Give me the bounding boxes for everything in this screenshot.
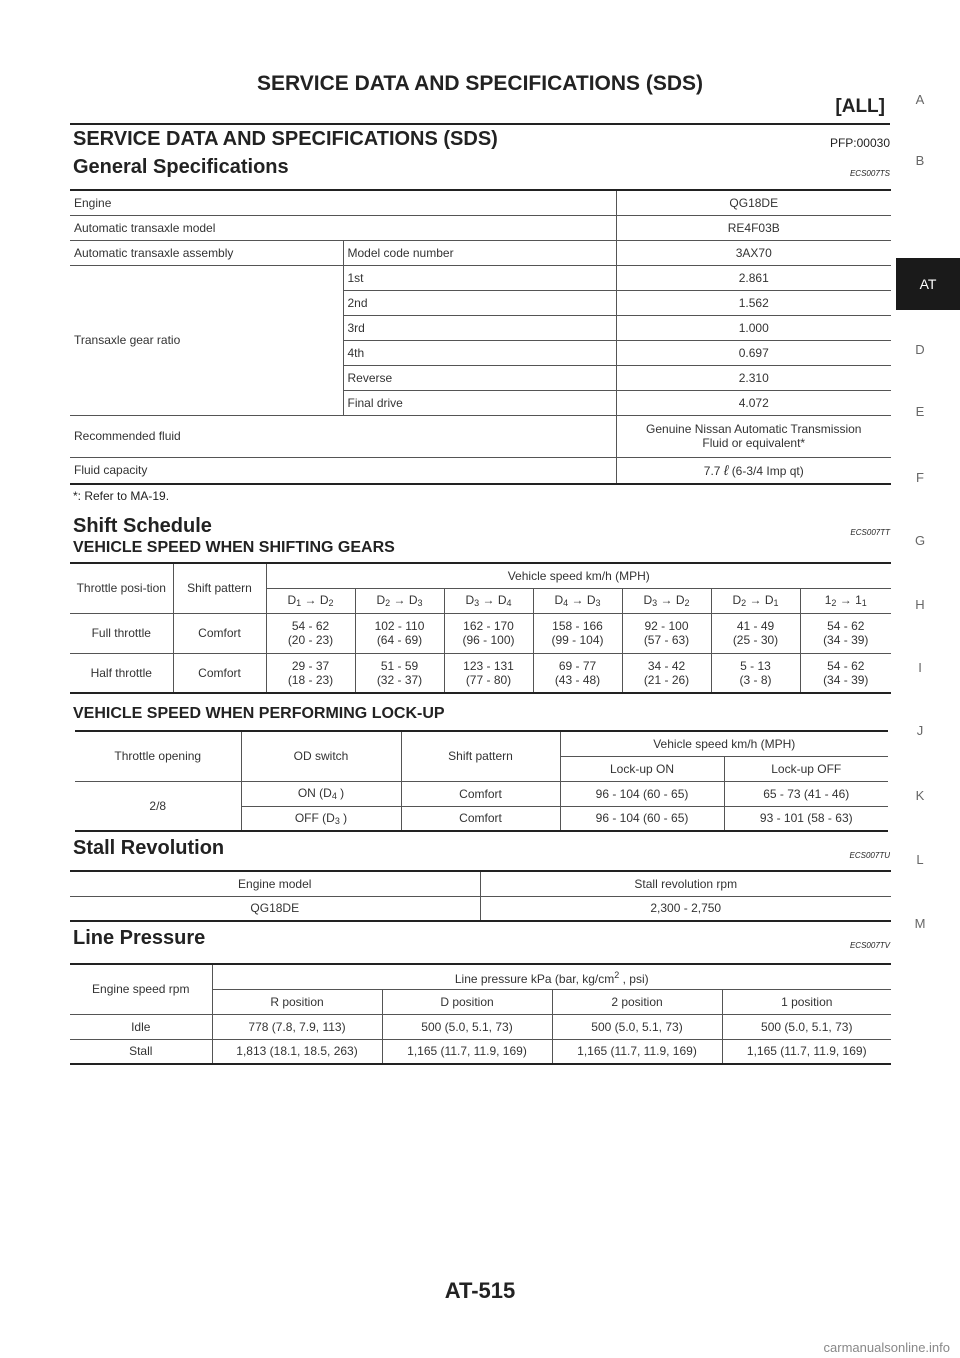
- shift-column-header: [711, 588, 800, 613]
- sidebar-letter-m[interactable]: M: [914, 916, 926, 931]
- header-divider: [70, 123, 890, 125]
- speed-mph: (21 - 26): [643, 672, 690, 687]
- table-row: [70, 457, 891, 484]
- vehicle-speed-cell: [355, 653, 444, 693]
- gear-value: 1.000: [616, 315, 891, 340]
- shift-column-header: [444, 588, 533, 613]
- gear-to-sub: 3: [595, 598, 601, 608]
- gear-to: D: [675, 593, 685, 607]
- sidebar-letter-i[interactable]: I: [918, 660, 922, 675]
- header-d-position: D position: [382, 989, 552, 1014]
- od-switch-value: [241, 806, 401, 831]
- vehicle-speed-cell: [800, 653, 891, 693]
- line-pressure-table: [70, 963, 891, 1065]
- engine-model-value: QG18DE: [70, 896, 480, 921]
- lockup-off-value: 65 - 73 (41 - 46): [724, 781, 888, 806]
- gear-from-sub: 2: [741, 598, 747, 608]
- header-throttle: Throttle posi-tion: [76, 581, 166, 596]
- gear-from: D: [732, 593, 742, 607]
- line-pressure-heading: Line Pressure: [73, 927, 206, 949]
- vehicle-speed-cell: [444, 613, 533, 653]
- gear-from-sub: 2: [385, 598, 391, 608]
- gear-from: D: [376, 593, 386, 607]
- shift-column-header: [533, 588, 622, 613]
- section-code: PFP:00030: [829, 136, 890, 150]
- model-label: Automatic transaxle model: [70, 215, 616, 240]
- fluid-value: [616, 415, 891, 457]
- throttle-value: Half throttle: [70, 653, 173, 693]
- speed-mph: (34 - 39): [823, 672, 869, 687]
- vehicle-speed-cell: [533, 653, 622, 693]
- gear-to: D: [586, 593, 596, 607]
- vehicle-speed-cell: [444, 653, 533, 693]
- fluid-value-line2: Fluid or equivalent*: [702, 436, 806, 450]
- speed-mph: (32 - 37): [376, 672, 423, 687]
- header-1-position: 1 position: [722, 989, 891, 1014]
- speed-kmh: 69 - 77: [558, 658, 597, 673]
- speed-mph: (96 - 100): [462, 633, 515, 647]
- table-row: [70, 415, 891, 457]
- speed-mph: (34 - 39): [823, 633, 869, 647]
- table-row: [70, 613, 891, 653]
- gear-name: 1st: [343, 265, 616, 290]
- arrow-right-icon: →: [482, 593, 495, 607]
- lockup-off-value: 93 - 101 (58 - 63): [724, 806, 888, 831]
- assembly-label: Automatic transaxle assembly: [70, 240, 343, 265]
- engine-speed-value: Idle: [70, 1014, 212, 1039]
- header-2-position: 2 position: [552, 989, 722, 1014]
- vehicle-speed-cell: [266, 653, 355, 693]
- table-row: [75, 781, 888, 806]
- gear-to-sub: 3: [417, 598, 423, 608]
- sidebar-letter-e[interactable]: E: [915, 404, 925, 419]
- general-specs-heading: General Specifications: [73, 156, 289, 178]
- fluid-label: Recommended fluid: [70, 415, 616, 457]
- speed-mph: (3 - 8): [739, 672, 772, 687]
- table-row: [70, 871, 891, 896]
- gear-from-sub: 4: [563, 598, 569, 608]
- pressure-value: 500 (5.0, 5.1, 73): [722, 1014, 891, 1039]
- gear-to: D: [764, 593, 774, 607]
- speed-kmh: 51 - 59: [380, 658, 419, 673]
- running-header-scope: [ALL]: [835, 96, 885, 117]
- arrow-right-icon: →: [304, 593, 317, 607]
- pressure-label-sup: 2: [614, 969, 620, 980]
- fluid-value-line1: Genuine Nissan Automatic Transmission: [646, 422, 862, 436]
- table-row: [70, 190, 891, 215]
- vehicle-speed-cell: [711, 613, 800, 653]
- shift-pattern-value: Comfort: [173, 613, 266, 653]
- speed-kmh: 54 - 62: [827, 658, 865, 673]
- speed-kmh: 102 - 110: [374, 619, 425, 633]
- arrow-right-icon: →: [571, 593, 584, 607]
- engine-speed-value: Stall: [70, 1039, 212, 1064]
- table-row: [70, 563, 891, 588]
- table-row: [70, 215, 891, 240]
- od-sub: 3: [334, 815, 340, 826]
- speed-kmh: 54 - 62: [291, 619, 330, 633]
- gear-from-sub: 3: [652, 598, 658, 608]
- shift-schedule-code: ECS007TT: [850, 528, 890, 537]
- header-od-switch: OD switch: [241, 731, 401, 781]
- capacity-number: 7.7: [703, 463, 721, 478]
- gear-to: 1: [855, 593, 862, 607]
- stall-code: ECS007TU: [849, 851, 890, 860]
- sidebar-letter-d[interactable]: D: [915, 342, 925, 357]
- lockup-table: [75, 730, 888, 832]
- gear-from: 1: [824, 593, 832, 607]
- assembly-value: 3AX70: [616, 240, 891, 265]
- line-pressure-code: ECS007TV: [849, 941, 890, 950]
- pressure-value: 500 (5.0, 5.1, 73): [552, 1014, 722, 1039]
- od-switch-value: [241, 781, 401, 806]
- gear-to-sub: 2: [684, 598, 690, 608]
- header-shift-pattern: Shift pattern: [173, 563, 266, 613]
- pressure-value: 778 (7.8, 7.9, 113): [212, 1014, 382, 1039]
- gear-to: D: [497, 593, 507, 607]
- shift-column-header: [266, 588, 355, 613]
- gear-ratio-label: Transaxle gear ratio: [70, 265, 343, 415]
- header-engine-model: Engine model: [238, 876, 312, 891]
- shift-schedule-heading: Shift Schedule: [73, 515, 212, 537]
- gear-from-sub: 3: [474, 598, 480, 608]
- gear-from-sub: 1: [296, 598, 302, 608]
- vehicle-speed-cell: [622, 653, 711, 693]
- arrow-right-icon: →: [660, 593, 673, 607]
- speed-mph: (18 - 23): [287, 672, 334, 687]
- table-row: [70, 240, 891, 265]
- arrow-right-icon: →: [393, 593, 406, 607]
- stall-heading: Stall Revolution: [73, 837, 225, 859]
- section-title: SERVICE DATA AND SPECIFICATIONS (SDS): [73, 128, 498, 150]
- lockup-on-value: 96 - 104 (60 - 65): [560, 806, 724, 831]
- speed-mph: (43 - 48): [554, 672, 601, 687]
- vehicle-speed-cell: [622, 613, 711, 653]
- speed-mph: (25 - 30): [732, 633, 779, 647]
- vehicle-speed-cell: [533, 613, 622, 653]
- gear-from-sub: 2: [831, 598, 837, 608]
- speed-mph: (99 - 104): [551, 633, 604, 647]
- sidebar-letter-f[interactable]: F: [916, 470, 924, 485]
- shift-pattern-value: Comfort: [401, 806, 560, 831]
- speed-kmh: 5 - 13: [740, 658, 771, 673]
- header-vehicle-speed: Vehicle speed km/h (MPH): [560, 731, 888, 756]
- capacity-label: Fluid capacity: [70, 457, 616, 484]
- page-number: AT-515: [444, 1278, 516, 1303]
- general-specs-table: [70, 189, 891, 485]
- speed-kmh: 158 - 166: [552, 619, 603, 633]
- arrow-right-icon: →: [839, 593, 852, 607]
- engine-value: QG18DE: [616, 190, 891, 215]
- throttle-value: Full throttle: [70, 613, 173, 653]
- speed-mph: (77 - 80): [465, 672, 512, 687]
- pressure-value: 1,165 (11.7, 11.9, 169): [552, 1039, 722, 1064]
- vehicle-speed-cell: [711, 653, 800, 693]
- throttle-value: 2/8: [75, 781, 241, 831]
- assembly-sub: Model code number: [343, 240, 616, 265]
- speed-mph: (64 - 69): [376, 633, 423, 647]
- sidebar-letter-b[interactable]: B: [915, 153, 925, 168]
- lockup-on-value: 96 - 104 (60 - 65): [560, 781, 724, 806]
- gear-to: D: [408, 593, 418, 607]
- shift-pattern-value: Comfort: [173, 653, 266, 693]
- gear-name: Final drive: [343, 390, 616, 415]
- pressure-value: 1,165 (11.7, 11.9, 169): [382, 1039, 552, 1064]
- gear-value: 4.072: [616, 390, 891, 415]
- header-vehicle-speed: Vehicle speed km/h (MPH): [266, 563, 891, 588]
- vehicle-speed-cell: [266, 613, 355, 653]
- header-engine-speed: Engine speed rpm: [92, 982, 190, 997]
- table-row: [70, 964, 891, 989]
- pressure-label-b: , psi): [619, 971, 649, 986]
- table-row: [70, 265, 891, 290]
- speed-mph: (20 - 23): [287, 633, 334, 647]
- gear-value: 1.562: [616, 290, 891, 315]
- gear-to-sub: 4: [506, 598, 512, 608]
- gear-name: Reverse: [343, 365, 616, 390]
- shift-column-header: [622, 588, 711, 613]
- gear-from: D: [465, 593, 475, 607]
- vehicle-speed-cell: [355, 613, 444, 653]
- sidebar-letter-l[interactable]: L: [916, 852, 924, 867]
- general-specs-code: ECS007TS: [849, 169, 890, 178]
- table-row: [70, 1014, 891, 1039]
- shift-schedule-table: [70, 562, 891, 694]
- capacity-imperial: (6-3/4 Imp qt): [731, 463, 804, 478]
- engine-label: Engine: [74, 195, 112, 210]
- speed-kmh: 92 - 100: [644, 619, 689, 633]
- header-shift-pattern: Shift pattern: [401, 731, 560, 781]
- vehicle-speed-cell: [800, 613, 891, 653]
- gear-from: D: [287, 593, 297, 607]
- speed-kmh: 29 - 37: [291, 658, 330, 673]
- gear-value: 0.697: [616, 340, 891, 365]
- header-r-position: R position: [212, 989, 382, 1014]
- table-row: [70, 653, 891, 693]
- speed-kmh: 123 - 131: [463, 658, 514, 673]
- gear-name: 3rd: [343, 315, 616, 340]
- pressure-value: 1,813 (18.1, 18.5, 263): [212, 1039, 382, 1064]
- speed-kmh: 34 - 42: [647, 658, 686, 673]
- sidebar-tab-active[interactable]: AT: [896, 258, 960, 310]
- model-value: RE4F03B: [616, 215, 891, 240]
- running-header-title: SERVICE DATA AND SPECIFICATIONS (SDS): [256, 72, 704, 95]
- shift-pattern-value: Comfort: [401, 781, 560, 806]
- sidebar-letter-j[interactable]: J: [916, 723, 924, 738]
- pressure-value: 500 (5.0, 5.1, 73): [382, 1014, 552, 1039]
- speed-kmh: 41 - 49: [736, 619, 775, 633]
- shift-subheading: VEHICLE SPEED WHEN SHIFTING GEARS: [73, 539, 395, 556]
- table-row: [75, 731, 888, 756]
- table-row: [70, 1039, 891, 1064]
- header-throttle-opening: Throttle opening: [114, 749, 202, 764]
- gear-value: 2.861: [616, 265, 891, 290]
- shift-column-header: [355, 588, 444, 613]
- pressure-label-a: Line pressure kPa (bar, kg/cm: [454, 971, 615, 986]
- header-lockup-off: Lock-up OFF: [724, 756, 888, 781]
- table-row: [70, 896, 891, 921]
- gear-from: D: [554, 593, 564, 607]
- speed-kmh: 162 - 170: [463, 619, 514, 633]
- od-a: ON (D: [297, 786, 332, 800]
- gear-name: 4th: [343, 340, 616, 365]
- speed-mph: (57 - 63): [643, 633, 690, 647]
- gear-to-sub: 1: [861, 598, 867, 608]
- header-stall-rpm: Stall revolution rpm: [480, 871, 891, 896]
- watermark: carmanualsonline.info: [823, 1340, 950, 1355]
- capacity-value: [616, 457, 891, 484]
- sidebar-letter-h[interactable]: H: [915, 597, 925, 612]
- od-b: ): [336, 786, 345, 800]
- od-a: OFF (D: [294, 810, 335, 825]
- shift-column-header: [800, 588, 891, 613]
- stall-table: [70, 870, 891, 922]
- gear-name: 2nd: [343, 290, 616, 315]
- footnote: *: Refer to MA-19.: [73, 489, 170, 503]
- gear-to-sub: 1: [773, 598, 779, 608]
- gear-to: D: [319, 593, 329, 607]
- stall-rpm-value: 2,300 - 2,750: [480, 896, 891, 921]
- sidebar-letter-k[interactable]: K: [915, 788, 925, 803]
- gear-from: D: [643, 593, 653, 607]
- od-b: ): [339, 810, 348, 825]
- sidebar-letter-g[interactable]: G: [914, 533, 926, 548]
- sidebar-letter-a[interactable]: A: [915, 92, 925, 107]
- gear-to-sub: 2: [328, 598, 334, 608]
- header-lockup-on: Lock-up ON: [560, 756, 724, 781]
- arrow-right-icon: →: [749, 593, 762, 607]
- od-sub: 4: [331, 791, 337, 801]
- liter-icon: ℓ: [723, 461, 729, 478]
- speed-kmh: 54 - 62: [827, 619, 865, 633]
- pressure-value: 1,165 (11.7, 11.9, 169): [722, 1039, 891, 1064]
- lockup-subheading: VEHICLE SPEED WHEN PERFORMING LOCK-UP: [73, 705, 445, 722]
- gear-value: 2.310: [616, 365, 891, 390]
- header-line-pressure: [212, 964, 891, 989]
